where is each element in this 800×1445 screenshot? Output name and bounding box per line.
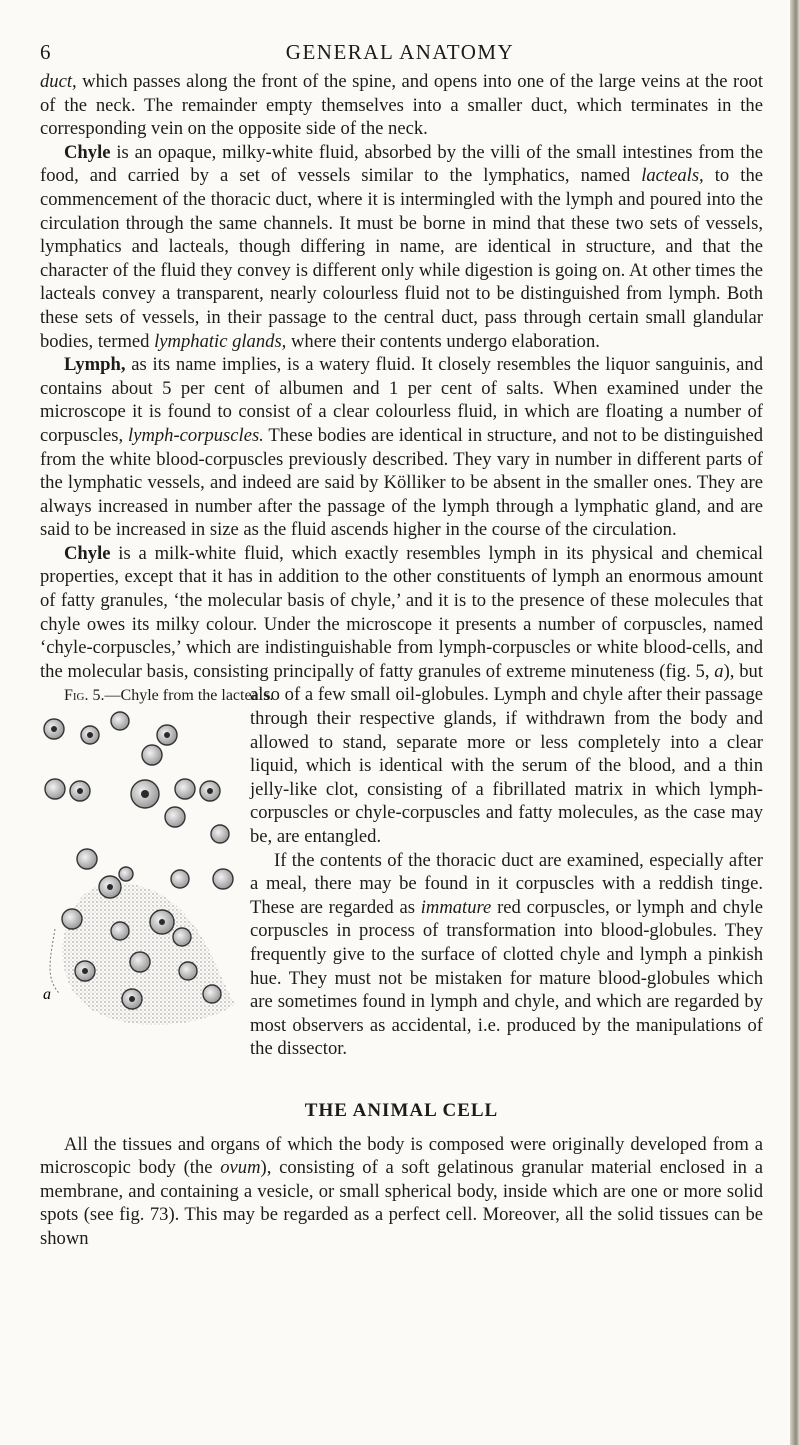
paragraph-animal-cell [40, 1133, 763, 1251]
text-span: All the tissues and organs of which the body is composed were originally developed from a microscopic body (the [40, 1133, 763, 1179]
term-chyle: Chyle [64, 542, 111, 564]
text-span: as its name implies, is a watery fluid. It closely resembles the liquor sanguinis, and contains about 5 per cent of albumen and 1 per cent of salts. When examined under the microscope it is found to consist of a clear colourless fluid, in which are floating a number of corpuscles, [40, 354, 763, 446]
text-span: to the commencement of the thoracic duct, where it is intermingled with the lymph and poured into the circulation through the same channels. It must be borne in mind that these two sets of vessels, lymphatics and lacteals, though differing in name, are identical in structure, and that the character of the fluid they convey is different only while digestion is going on. At other times the lacteals convey a transparent, nearly colourless fluid not to be distinguished from lymph. Both these sets of vessels, in their passage to the central duct, pass through certain small glandular bodies, termed [40, 165, 763, 352]
italic-duct: duct, [40, 71, 77, 92]
page-number: 6 [40, 40, 51, 64]
figure-label-a: a [43, 986, 51, 1004]
italic-lymphatic-glands: lymphatic glands, [154, 330, 287, 352]
text-span: These bodies are identical in structure, and not to be distinguished from the white blood-corpuscles previously described. They vary in number in different parts of the lymphatic vessels, and indeed are said by Kölliker to be absent in the smaller ones. They are always increased in number after the passage of the lymph through a lymphatic gland, and are said to be increased in size as the fluid ascends higher in the course of the circulation. [40, 424, 763, 541]
paragraph-duct [40, 70, 763, 141]
italic-fig-ref-a: a [714, 660, 724, 682]
running-head-title: GENERAL ANATOMY [285, 40, 515, 64]
chyle-illustration [40, 709, 240, 1049]
text-span: which passes along the front of the spine, and opens into one of the large veins at the root of the neck. The remainder empty themselves into a smaller duct, which terminates in the corresponding vein on the opposite side of the neck. [40, 71, 763, 140]
figure-number: Fig. 5. [64, 687, 105, 705]
figure-caption-text: —Chyle from the lacteals. [104, 687, 274, 705]
italic-lacteals: lacteals, [641, 165, 704, 187]
text-span: If the contents of the thoracic duct are examined, especially after a meal, there may be found in it corpuscles with a reddish tinge. These are regarded as [250, 849, 763, 918]
italic-immature: immature [420, 896, 492, 918]
text-span: where their contents undergo elaboration. [286, 330, 600, 352]
term-lymph: Lymph, [64, 354, 126, 376]
figure-5 [40, 687, 274, 1050]
term-chyle: Chyle [64, 141, 111, 163]
running-head [40, 40, 760, 68]
italic-lymph-corpuscles: lymph-corpuscles. [128, 424, 264, 446]
italic-ovum: ovum [220, 1157, 261, 1179]
text-span: ), consisting of a soft gelatinous granular material enclosed in a membrane, and containing a vesicle, or small spherical body, inside which are one or more solid spots (see fig. 73). This may be regarded as a perfect cell. Moreover, all the solid tissues can be shown [40, 1157, 763, 1249]
page-edge [790, 0, 800, 1445]
paragraph-chyle-intro [40, 141, 763, 353]
text-span: is a milk-white fluid, which exactly resembles lymph in its physical and chemical properties, except that it has in addition to the other constituents of lymph an enormous amount of fatty granules, ‘the molecular basis of chyle,’ and it is to the presence of these molecules that chyle owes its milky colour. Under the microscope it presents a number of corpuscles, named ‘chyle-corpuscles,’ which are indistinguishable from lymph-corpuscles or white blood-cells, and the molecular basis, consisting principally of fatty granules of extreme minuteness (fig. 5, [40, 542, 763, 682]
section-heading: THE ANIMAL CELL [304, 1099, 499, 1121]
body-text [40, 70, 763, 1251]
text-span: red corpuscles, or lymph and chyle corpuscles in process of transformation into blood-globules. They frequently give to the surface of clotted chyle and lymph a pinkish hue. They must not be mistaken for mature blood-globules which are sometimes found in lymph and chyle, and which are regarded by most observers as accidental, i.e. produced by the manipulations of the dissector. [250, 896, 763, 1060]
figure-caption [40, 687, 274, 707]
text-span: is an opaque, milky-white fluid, absorbed by the villi of the small intestines from the food, and carried by a set of vessels similar to the lymphatics, named [40, 141, 763, 187]
text-span: ), but also of a few small oil-globules. Lymph and chyle after their passage through their respective glands, if withdrawn from the body and allowed to stand, separate more or less completely into a clear liquid, which is identical with the serum of the blood, and a thin jelly-like clot, consisting of a fibrillated matrix in which lymph-corpuscles or chyle-corpuscles and fatty molecules, as the case may be, are entangled. [250, 660, 763, 847]
paragraph-lymph [40, 353, 763, 542]
